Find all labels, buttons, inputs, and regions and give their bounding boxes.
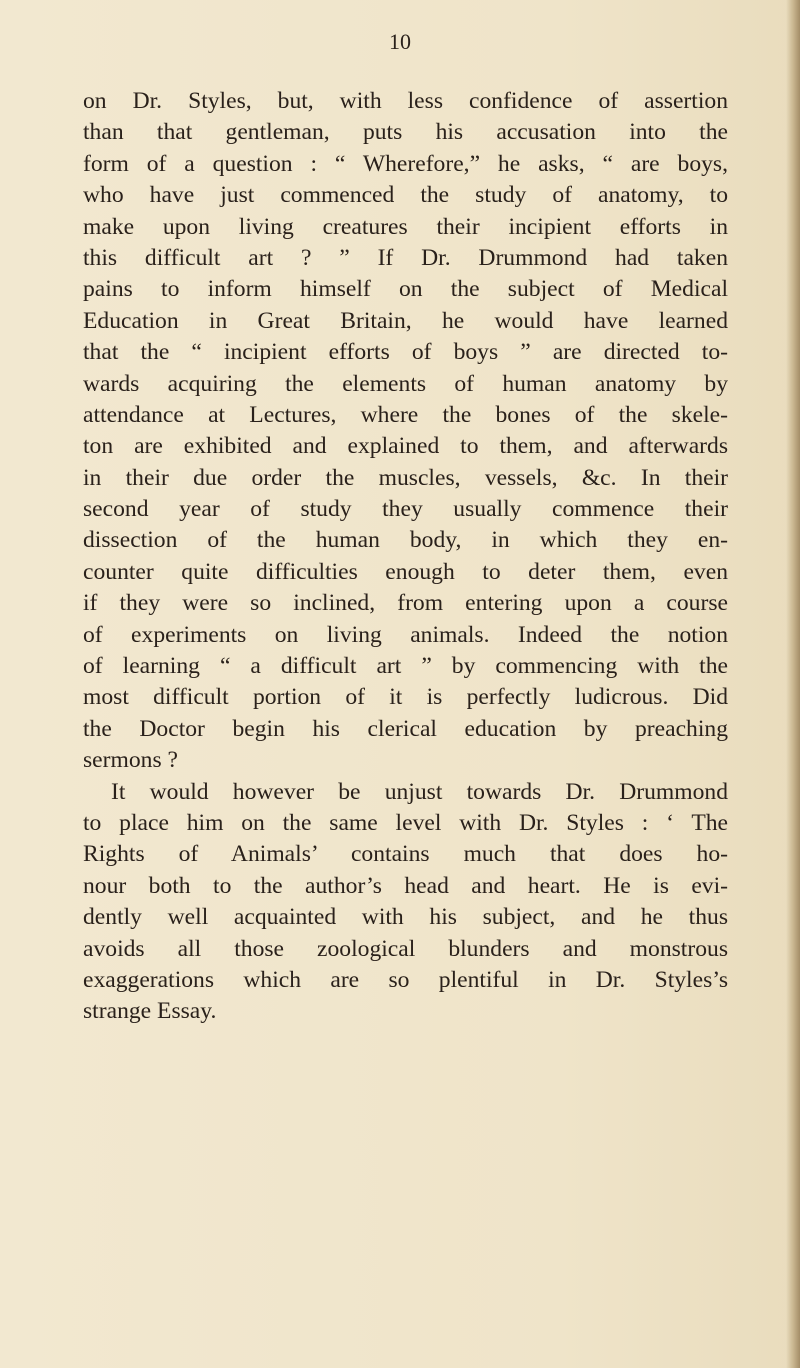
text-line: who have just commenced the study of anatomy, to — [83, 182, 728, 209]
text-line: to place him on the same level with Dr. Styles : ‘ The — [83, 809, 728, 836]
text-line: strange Essay. — [83, 998, 217, 1025]
page-edge-shadow — [786, 0, 800, 1368]
text-line: sermons ? — [83, 747, 179, 774]
text-line: counter quite difficulties enough to deter them, even — [83, 558, 728, 585]
text-line: on Dr. Styles, but, with less confidence of assertion — [83, 88, 728, 114]
text-line: nour both to the author’s head and heart. He is evi- — [83, 872, 728, 899]
text-line: that the “ incipient efforts of boys ” are directed to- — [83, 339, 728, 366]
text-line: Education in Great Britain, he would have learned — [83, 307, 728, 334]
text-line: pains to inform himself on the subject of Medical — [83, 276, 728, 303]
text-line: dently well acquainted with his subject, and he thus — [83, 904, 728, 931]
text-line: than that gentleman, puts his accusation into the — [83, 119, 728, 146]
text-line: avoids all those zoological blunders and monstrous — [83, 935, 728, 962]
text-line: Rights of Animals’ contains much that does ho- — [83, 841, 728, 868]
text-line: the Doctor begin his clerical education by preaching — [83, 715, 728, 742]
text-line: this difficult art ? ” If Dr. Drummond had taken — [83, 244, 728, 271]
text-line: wards acquiring the elements of human anatomy by — [83, 370, 728, 397]
text-line: form of a question : “ Wherefore,” he asks, “ are boys, — [83, 150, 728, 177]
text-line: exaggerations which are so plentiful in Dr. Styles’s — [83, 966, 728, 993]
text-line: if they were so inclined, from entering upon a course — [83, 590, 728, 617]
text-line: in their due order the muscles, vessels, &c. In their — [83, 464, 728, 491]
page-number: 10 — [389, 29, 411, 54]
text-line: make upon living creatures their incipient efforts in — [83, 213, 728, 240]
text-line: of learning “ a difficult art ” by commencing with the — [83, 653, 728, 680]
body-text — [83, 86, 728, 1028]
text-line: It would however be unjust towards Dr. Drummond — [111, 778, 728, 805]
text-line: of experiments on living animals. Indeed the notion — [83, 621, 728, 648]
text-line: dissection of the human body, in which they en- — [83, 527, 728, 554]
text-line: most difficult portion of it is perfectly ludicrous. Did — [83, 684, 728, 711]
text-line: second year of study they usually commence their — [83, 496, 728, 523]
text-line: ton are exhibited and explained to them, and afterwards — [83, 433, 728, 460]
text-line: attendance at Lectures, where the bones of the skele- — [83, 401, 728, 428]
